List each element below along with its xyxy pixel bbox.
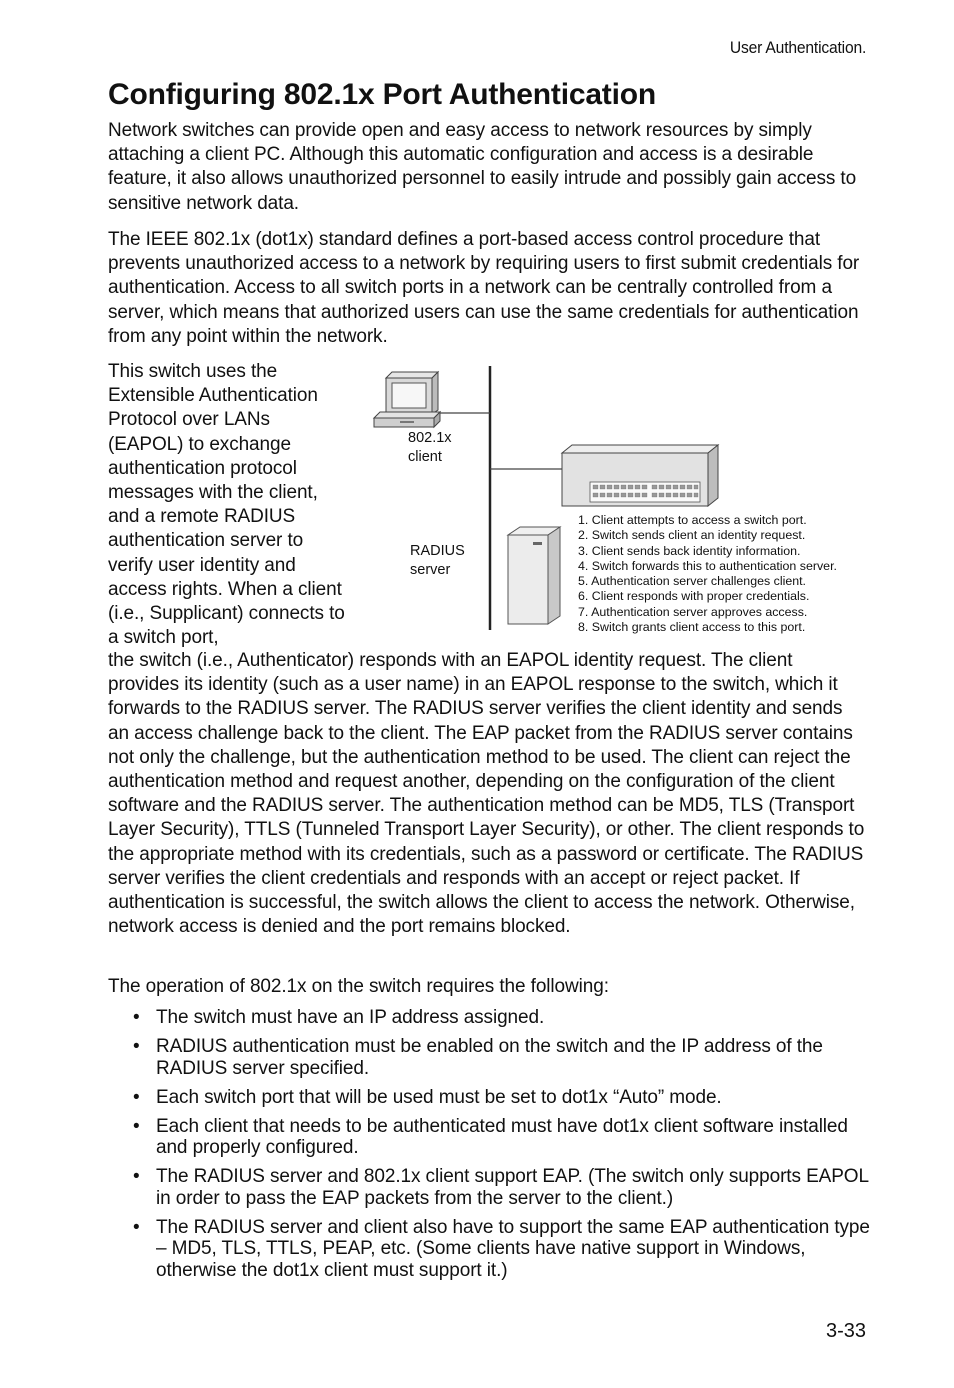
- eapol-paragraph-start: This switch uses the Extensible Authentication Protocol over LANs (EAPOL) to exchange authentication protocol messages with the client, and a remote RADIUS authentication server to verify user identity and access rights. When a client (i.e., Supplicant) connects to a switch port,: [108, 361, 345, 649]
- server-label-line-2: server: [410, 562, 451, 578]
- client-label-line-2: client: [408, 449, 442, 465]
- eapol-paragraph-continued: the switch (i.e., Authenticator) responds with an EAPOL identity request. The client provides its identity (such as a user name) in an EAPOL response to the switch, which it forwards to the RADIUS server. The RADIUS server verifies the client identity and sends an access challenge back to the client. The EAP packet from the RADIUS server contains not only the challenge, but the authentication method to be used. The client can reject the authentication method and request another, depending on the configuration of the client software and the RADIUS server. The authentication method can be MD5, TLS (Transport Layer Security), TTLS (Tunneled Transport Layer Security), or other. The client responds to the appropriate method with its credentials, such as a password or certificate. The RADIUS server verifies the client credentials and responds with an accept or reject packet. If authentication is successful, the switch allows the client to access the network. Otherwise, network access is denied and the port remains blocked.: [108, 650, 865, 938]
- list-item: [130, 1166, 870, 1209]
- step-item: 3. Client sends back identity information.: [578, 543, 801, 558]
- bullet-icon: •: [133, 1216, 140, 1238]
- page-title: Configuring 802.1x Port Authentication: [108, 78, 656, 111]
- client-label: [408, 429, 452, 467]
- client-pc-icon: [374, 372, 440, 427]
- section-header: User Authentication.: [729, 38, 866, 57]
- page-number: 3-33: [825, 1320, 866, 1342]
- server-label: [410, 542, 465, 580]
- server-label-line-1: RADIUS: [410, 543, 465, 559]
- authentication-steps-list: [578, 513, 837, 635]
- network-switch-icon: [562, 445, 718, 506]
- list-item-text: The switch must have an IP address assigned.: [156, 1007, 545, 1028]
- step-item: 2. Switch sends client an identity request.: [578, 528, 806, 543]
- bullet-icon: •: [133, 1115, 140, 1137]
- authentication-diagram: [340, 360, 880, 640]
- step-item: 8. Switch grants client access to this port.: [578, 620, 806, 635]
- list-item-text: The RADIUS server and client also have to support the same EAP authentication type – MD5, TLS, TTLS, PEAP, etc. (Some clients have native support in Windows, otherwise the dot1x client must support it.): [156, 1216, 870, 1281]
- list-item-text: Each switch port that will be used must be set to dot1x “Auto” mode.: [156, 1086, 722, 1108]
- list-item-text: The RADIUS server and 802.1x client support EAP. (The switch only supports EAPOL in order to pass the EAP packets from the server to the client.): [156, 1166, 869, 1209]
- ieee-standard-paragraph: The IEEE 802.1x (dot1x) standard defines a port-based access control procedure that prevents unauthorized access to a network by requiring users to first submit credentials for authentication. Access to all switch ports in a network can be centrally controlled from a server, which means that authorized users can use the same credentials for authentication from any point within the network.: [108, 229, 860, 347]
- step-item: 1. Client attempts to access a switch port.: [578, 513, 807, 527]
- bullet-icon: •: [133, 1036, 140, 1057]
- list-item: [130, 1116, 870, 1159]
- step-item: 4. Switch forwards this to authentication server.: [578, 558, 837, 573]
- step-item: 6. Client responds with proper credentials.: [578, 589, 810, 604]
- list-item: [130, 1036, 870, 1079]
- step-item: 5. Authentication server challenges client.: [578, 574, 806, 589]
- bullet-icon: •: [133, 1166, 140, 1187]
- radius-server-icon: [508, 527, 560, 624]
- list-item: [130, 1007, 870, 1029]
- client-label-line-1: 802.1x: [408, 430, 452, 446]
- list-item-text: RADIUS authentication must be enabled on the switch and the IP address of the RADIUS server specified.: [156, 1036, 823, 1079]
- step-item: 7. Authentication server approves access.: [578, 604, 808, 619]
- intro-paragraph: Network switches can provide open and easy access to network resources by simply attaching a client PC. Although this automatic configuration and access is a desirable feature, it also allows unauthorized personnel to easily intrude and possibly gain access to sensitive network data.: [108, 120, 857, 214]
- list-item: [130, 1087, 870, 1109]
- requirements-intro: The operation of 802.1x on the switch requires the following:: [108, 976, 609, 997]
- bullet-icon: •: [133, 1086, 140, 1108]
- requirements-list: [130, 1007, 870, 1289]
- list-item-text: Each client that needs to be authenticated must have dot1x client software installed and properly configured.: [156, 1115, 848, 1158]
- bullet-icon: •: [133, 1007, 140, 1028]
- list-item: [130, 1217, 870, 1282]
